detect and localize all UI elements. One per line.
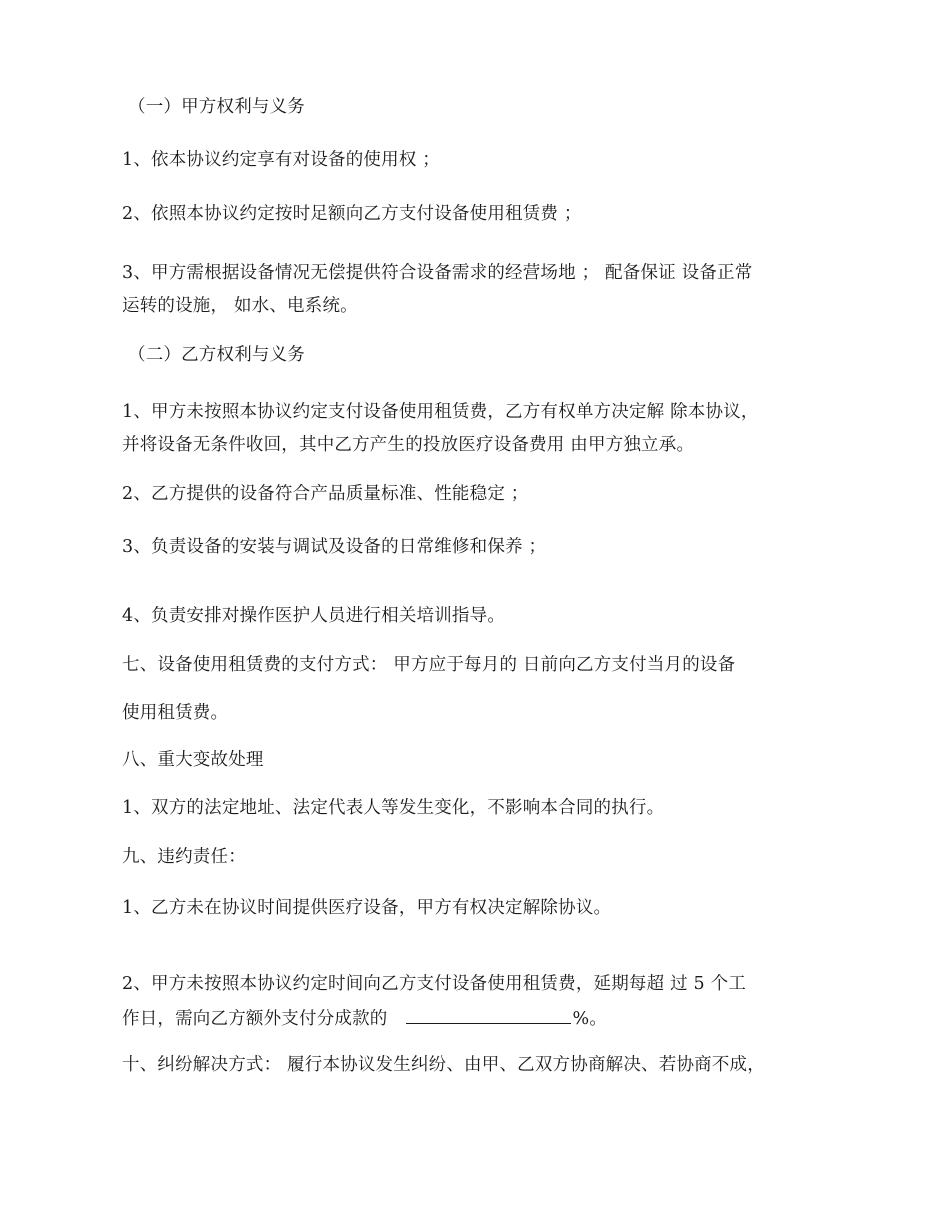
party-a-item-3-line-2: 运转的设施， 如水、电系统。 — [122, 296, 358, 316]
section-9-item-1: 1、乙方未在协议时间提供医疗设备，甲方有权决定解除协议。 — [122, 898, 612, 918]
section-7-line-2: 使用租赁费。 — [122, 703, 229, 723]
party-b-item-1-line-2: 并将设备无条件收回，其中乙方产生的投放医疗设备费用 由甲方独立承。 — [122, 435, 695, 455]
section-10-line-1: 十、纠纷解决方式： 履行本协议发生纠纷、由甲、乙双方协商解决、若协商不成， — [122, 1055, 765, 1075]
section-9-heading: 九、违约责任： — [122, 847, 246, 867]
section-8-heading: 八、重大变故处理 — [122, 750, 264, 770]
section-heading-party-a: （一）甲方权利与义务 — [128, 97, 305, 117]
party-a-item-2: 2、依照本协议约定按时足额向乙方支付设备使用租赁费 ； — [122, 204, 582, 224]
section-9-item-2-line-2-prefix: 作日，需向乙方额外支付分成款的 — [122, 1009, 388, 1029]
party-b-item-3: 3、负责设备的安装与调试及设备的日常维修和保养 ； — [122, 537, 547, 557]
section-7-line-1: 七、设备使用租赁费的支付方式： 甲方应于每月的 日前向乙方支付当月的设备 — [122, 655, 736, 675]
party-a-item-1: 1、依本协议约定享有对设备的使用权 ； — [122, 150, 440, 170]
party-b-item-4: 4、负责安排对操作医护人员进行相关培训指导。 — [122, 606, 506, 626]
party-b-item-1-line-1: 1、甲方未按照本协议约定支付设备使用租赁费，乙方有权单方决定解 除本协议， — [122, 402, 759, 422]
section-heading-party-b: （二）乙方权利与义务 — [128, 345, 305, 365]
section-9-item-2-line-2 — [122, 1006, 607, 1030]
party-a-item-3-line-1: 3、甲方需根据设备情况无偿提供符合设备需求的经营场地 ； 配备保证 设备正常 — [122, 263, 753, 283]
section-9-item-2-line-2-suffix: %。 — [572, 1009, 608, 1029]
section-9-item-2-line-1: 2、甲方未按照本协议约定时间向乙方支付设备使用租赁费，延期每超 过 5 个工 — [122, 974, 747, 994]
party-b-item-2: 2、乙方提供的设备符合产品质量标准、性能稳定 ； — [122, 484, 529, 504]
section-8-item-1: 1、双方的法定地址、法定代表人等发生变化，不影响本合同的执行。 — [122, 798, 665, 818]
percentage-blank-field — [406, 1006, 571, 1024]
